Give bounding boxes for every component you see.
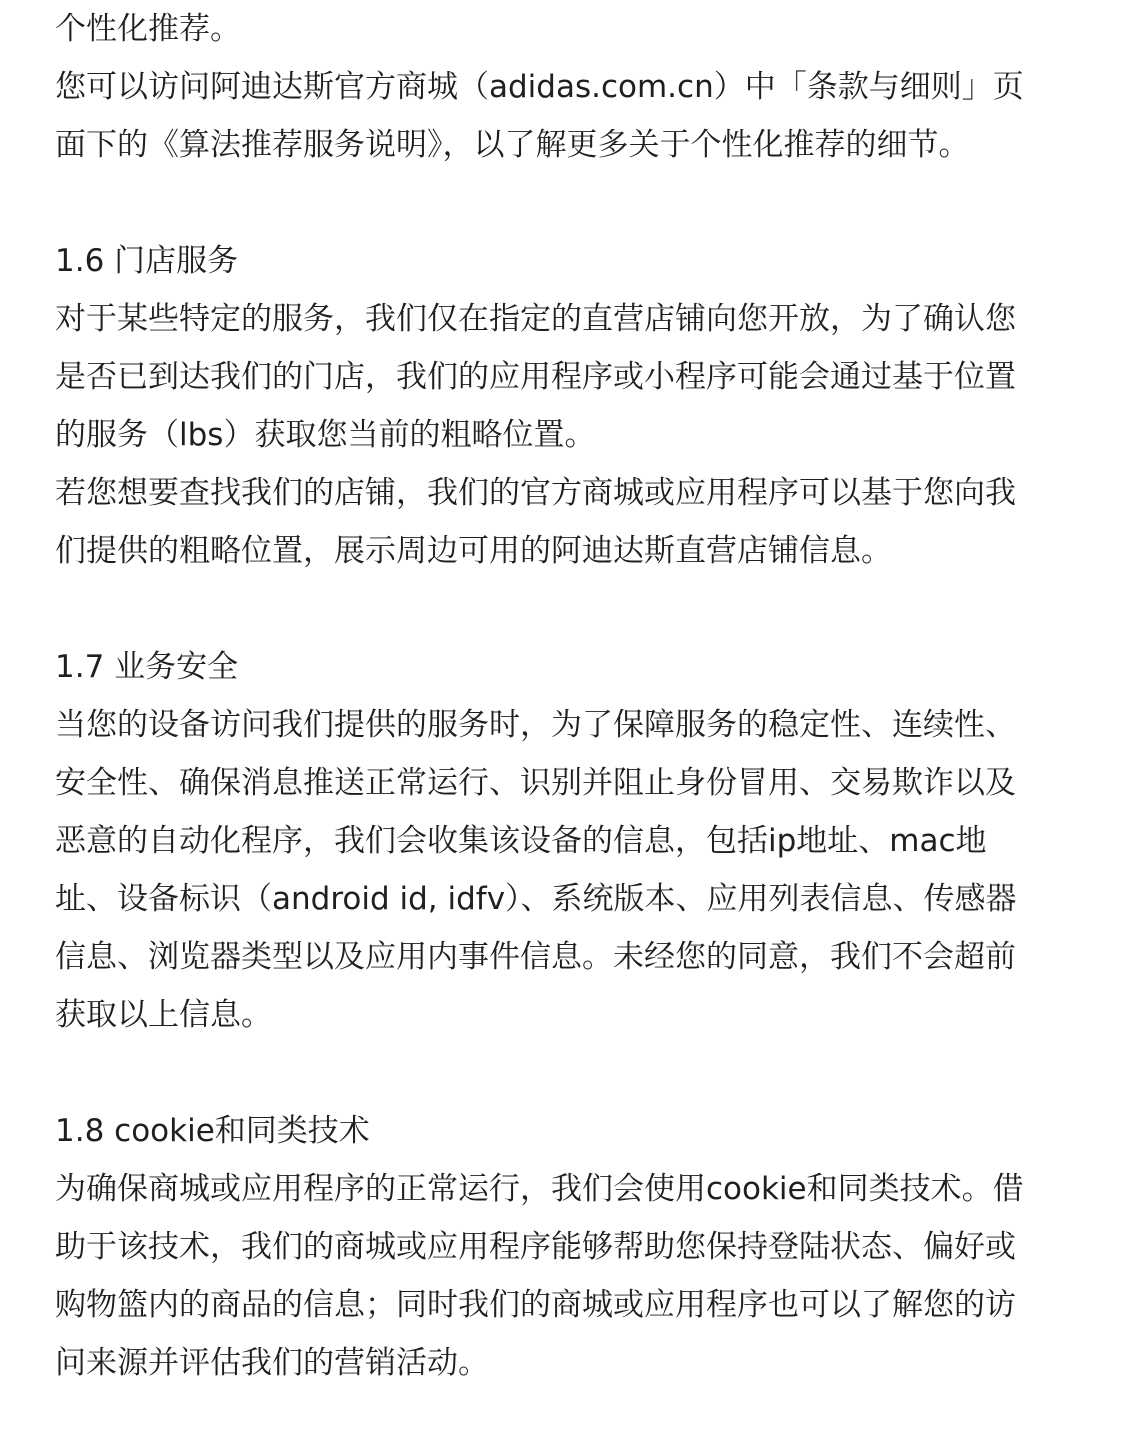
paragraph-line: 的服务（lbs）获取您当前的粗略位置。	[55, 417, 596, 453]
paragraph-line: 是否已到达我们的门店，我们的应用程序或小程序可能会通过基于位置	[55, 359, 1016, 395]
section-heading-1-6: 1.6 门店服务	[55, 243, 239, 279]
paragraph-line: 购物篮内的商品的信息；同时我们的商城或应用程序也可以了解您的访	[55, 1287, 1016, 1323]
paragraph-line: 当您的设备访问我们提供的服务时，为了保障服务的稳定性、连续性、	[55, 707, 1016, 743]
paragraph-line: 面下的《算法推荐服务说明》，以了解更多关于个性化推荐的细节。	[55, 127, 970, 163]
section-spacer	[55, 580, 1085, 638]
paragraph-line: 信息、浏览器类型以及应用内事件信息。未经您的同意，我们不会超前	[55, 939, 1016, 975]
paragraph-line: 们提供的粗略位置，展示周边可用的阿迪达斯直营店铺信息。	[55, 533, 892, 569]
section-heading-1-8: 1.8 cookie和同类技术	[55, 1113, 370, 1149]
paragraph-line: 获取以上信息。	[55, 997, 272, 1033]
section-heading-1-7: 1.7 业务安全	[55, 649, 239, 685]
paragraph-line: 址、设备标识（android id, idfv）、系统版本、应用列表信息、传感器	[55, 881, 1017, 917]
paragraph-line: 问来源并评估我们的营销活动。	[55, 1345, 489, 1381]
paragraph-line: 对于某些特定的服务，我们仅在指定的直营店铺向您开放，为了确认您	[55, 301, 1016, 337]
paragraph-line: 若您想要查找我们的店铺，我们的官方商城或应用程序可以基于您向我	[55, 475, 1016, 511]
paragraph-line: 个性化推荐。	[55, 11, 241, 47]
paragraph-line: 恶意的自动化程序，我们会收集该设备的信息，包括ip地址、mac地	[55, 823, 987, 859]
section-spacer	[55, 1044, 1085, 1102]
section-spacer	[55, 174, 1085, 232]
paragraph-line: 助于该技术，我们的商城或应用程序能够帮助您保持登陆状态、偏好或	[55, 1229, 1016, 1265]
paragraph-line: 您可以访问阿迪达斯官方商城（adidas.com.cn）中「条款与细则」页	[55, 69, 1024, 105]
paragraph-line: 为确保商城或应用程序的正常运行，我们会使用cookie和同类技术。借	[55, 1171, 1024, 1207]
paragraph-line: 安全性、确保消息推送正常运行、识别并阻止身份冒用、交易欺诈以及	[55, 765, 1016, 801]
document-body	[55, 0, 1085, 1392]
